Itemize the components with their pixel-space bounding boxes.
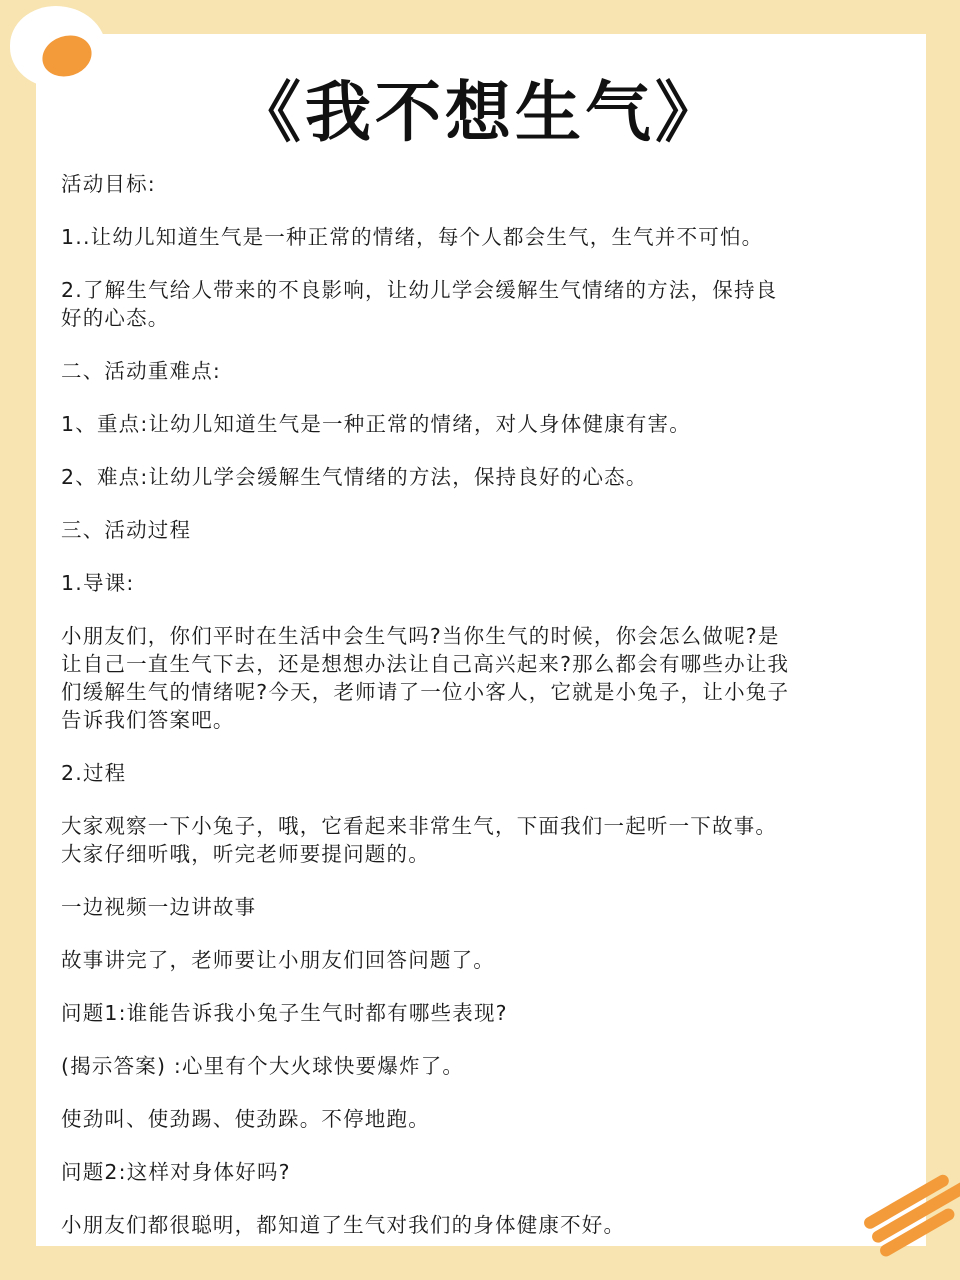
paragraph-intro-heading: 1.导课: [61,571,135,595]
paragraph-intro-text: 小朋友们，你们平时在生活中会生气吗?当你生气的时候，你会怎么做呢?是 让自己一直生气下去，还是想想办法让自己高兴起来?那么都会有哪些办让我 们缓解生气的情绪呢?今天，老师请了一位小客人，它就是小兔子，让小兔子 告诉我们答案吧。 [61,624,790,732]
paragraph-difficult-point: 2、难点:让幼儿学会缓解生气情绪的方法，保持良好的心态。 [61,465,648,489]
paragraph-process-subheading: 2.过程 [61,761,127,785]
paragraph-goal-2: 2.了解生气给人带来的不良影响，让幼儿学会缓解生气情绪的方法，保持良 好的心态。 [61,278,778,330]
paragraph-key-point: 1、重点:让幼儿知道生气是一种正常的情绪，对人身体健康有害。 [61,412,691,436]
paragraph-conclusion: 小朋友们都很聪明，都知道了生气对我们的身体健康不好。 [61,1213,626,1237]
paragraph-answer-1-continued: 使劲叫、使劲踢、使劲跺。不停地跑。 [61,1107,430,1131]
paragraph-goal-1: 1..让幼儿知道生气是一种正常的情绪，每个人都会生气，生气并不可怕。 [61,225,764,249]
page-title: 《我不想生气》 [235,74,725,151]
article-body [61,170,906,1264]
paragraph-question-1: 问题1:谁能告诉我小兔子生气时都有哪些表现? [61,1001,508,1025]
paragraph-key-points-heading: 二、活动重难点: [61,359,222,383]
paragraph-process-heading: 三、活动过程 [61,518,192,542]
paragraph-observe-rabbit: 大家观察一下小兔子，哦，它看起来非常生气，下面我们一起听一下故事。 大家仔细听哦，听完老师要提问题的。 [61,814,778,866]
paragraph-story-finished: 故事讲完了，老师要让小朋友们回答问题了。 [61,948,495,972]
paragraph-video-story: 一边视频一边讲故事 [61,895,257,919]
paragraph-answer-1: (揭示答案) :心里有个大火球快要爆炸了。 [61,1054,465,1078]
paragraph-question-2: 问题2:这样对身体好吗? [61,1160,291,1184]
paragraph-goals-heading: 活动目标: [61,172,156,196]
